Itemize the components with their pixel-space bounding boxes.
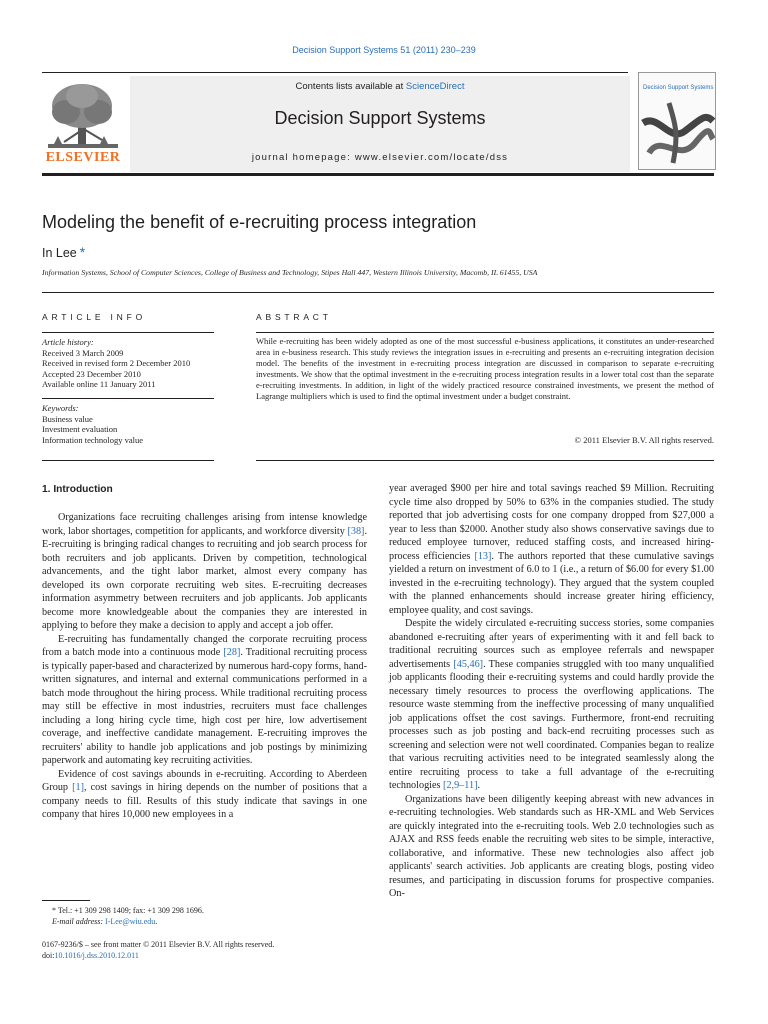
author-line [42,244,85,260]
body-paragraph: Organizations have been diligently keeping abreast with new advances in e-recruiting technologies. Web standards such as HR-XML and Web Services are quickly integrated into the e-recruiting tools. Web 2.0 technologies such as AJAX and RSS feeds enable the recruiting web sites to be simple, interactive, collaborative, and informative. These new technologies also affect job applicants' search activities. Job applicants are creating blogs, posting video resumes, and participating in discussion forums for prospective companies. On- [389,793,714,899]
cover-title: Decision Support Systems [643,85,714,91]
affiliation-rule [42,292,714,293]
left-body-column [42,511,367,822]
keywords-label: Keywords: [42,403,79,413]
abstract-top-rule [256,332,714,333]
cover-rope-art-icon [639,73,715,169]
paragraph-text: . Traditional recruiting process is typically paper-based and characterized by numerous hard-copy forms, hand-written signatures, and internal and external communications performed in a batch mode throughout the hiring process. While traditional recruiting process may still be effective in most industries, recruiters must face challenges including a long hiring cycle time, high cost per hire, low advertisement coverage, and ineffective candidate management. E-recruiting improves the recruiters' ability to handle job applications and job postings by minimizing paperwork and automating key recruiting activities. [42,647,367,766]
article-info-rule [42,332,214,333]
article-info-heading: ARTICLE INFO [42,312,147,322]
email-suffix: . [155,917,158,926]
contact-numbers: Tel.: +1 309 298 1409; fax: +1 309 298 1696. [57,906,204,915]
history-online: Available online 11 January 2011 [42,379,156,389]
paragraph-text: Despite the widely circulated e-recruiting success stories, some companies abandoned e-recruiting after years of experimenting with it and fell back to traditional recruiting sources such as employee referrals and newspaper advertisements [389,618,714,670]
homepage-link[interactable]: www.elsevier.com/locate/dss [354,152,509,163]
footnote-mark: * [52,906,56,915]
body-paragraph [42,633,367,768]
doi-prefix: doi: [42,951,55,960]
right-body-column [389,482,714,901]
body-paragraph [389,482,714,617]
keywords [42,403,214,445]
citation-link[interactable]: [2,9–11] [443,780,478,791]
citation-link[interactable]: [13] [474,550,492,562]
history-received: Received 3 March 2009 [42,347,124,358]
paragraph-text: Evidence of cost savings abounds in e-recruiting. According to Aberdeen Group [42,768,367,793]
homepage-prefix: journal homepage: [251,152,355,163]
paragraph-text: , cost savings in hiring depends on the number of positions that a company needs to fill. Results of this study indicate that savings in one company that hires 10,000 new employees in a [42,782,368,820]
article-history [42,337,214,390]
sciencedirect-link[interactable]: ScienceDirect [405,81,465,92]
header-bottom-rule [42,173,714,176]
paragraph-text: Organizations face recruiting challenges arising from intense knowledge work, labor shortages, competition for applicants, and workforce diversity [42,512,367,537]
footnote-contact [42,905,367,916]
abstract-heading: ABSTRACT [256,312,332,322]
front-matter [42,939,367,961]
article-title: Modeling the benefit of e-recruiting process integration [42,212,477,232]
keywords-rule [42,398,214,399]
journal-title: Decision Support Systems [274,108,486,128]
contents-prefix: Contents lists available at [295,81,406,92]
citation-link[interactable]: [28] [223,647,241,658]
history-revised: Received in revised form 2 December 2010 [42,358,191,368]
author-footnote [42,905,367,927]
keyword-item: Investment evaluation [42,424,118,434]
paragraph-text: . These companies struggled with too many unqualified job applicants flooding their e-recruiting systems and could hardly provide the necessary timely resources to process the overflowing applications. The resource waste stemming from the ineffective processing of many unqualified job applications offset the cost savings. Furthermore, front-end recruiting processes such as job posting and back-end recruiting processes such as screening and selection were not well coordinated. Companies began to realize that various recruiting activities need to be integrated seamlessly along the entire recruiting process to take a full advantage of the e-recruiting technologies [389,658,715,791]
contents-available-line [130,81,630,92]
body-paragraph [42,511,367,633]
citation-link[interactable]: [38] [347,525,365,537]
doi-line [42,950,367,961]
paragraph-text: . E-recruiting is bringing radical changes to recruiting and job search process for both recruiters and job applicants. Driven by competition, technological advancements, and the tight labor market, almost every company has developed its own corporate recruiting web sites. E-recruiting decreases information asymmetry between recruiters and job applicants. Job applicants become more knowledgeable about the companies they are interested in applying to before they make a decision to apply and accept a job offer. [42,525,367,631]
body-paragraph [42,768,367,822]
email-link[interactable]: I-Lee@wiu.edu [105,917,156,926]
author-affiliation: Information Systems, School of Computer Sciences, College of Business and Technology, Stipes Hall 447, Western Illinois University, Macomb, IL 61455, USA [42,268,538,277]
author-name: In Lee [42,246,77,260]
abstract-copyright: © 2011 Elsevier B.V. All rights reserved. [574,435,714,445]
paragraph-text: . The authors reported that these cumulative savings yielded a return on investment of 6.0 to 1 (i.e., a return of $6.00 for every $1.00 invested in the e-recruiting technology). They argued that the system coupled with the planned enhancements should increase greater hiring efficiency, employee quality, and cost savings. [389,550,714,616]
keyword-item: Information technology value [42,434,144,445]
keyword-item: Business value [42,413,93,424]
paragraph-text: year averaged $900 per hire and total savings reached $9 Million. Recruiting cycle time also dropped by 50% to 63% in the companies studied. The study reported that job advertising costs for one company dropped from $27,000 a year to less than $2000. Another study also shows conservative savings due to reduced employee turnover, reduced staffing costs, and increased hiring-process efficiencies [389,483,714,562]
journal-homepage [130,152,630,163]
abstract-text: While e-recruiting has been widely adopted as one of the most successful e-business applications, it constitutes an under-researched area in e-business research. This study reviews the integration issues in e-recruiting and presents an e-recruiting integration decision model. The benefits of the investment in e-recruiting process integration are discussed in comparison to separate e-recruiting investments. We show that the optimal investment in the e-recruiting process integration results in a lower total cost than the separate e-recruiting investments. In addition, in light of the widely practiced resource constrained investments, we present the method of Lagrange multipliers which is used to find the optimal investment under a budget constraint. [256,336,714,401]
email-label: E-mail address: [52,917,104,926]
elsevier-wordmark: ELSEVIER [45,150,121,165]
footnote-email-row [42,916,367,927]
section-heading-introduction: 1. Introduction [42,484,113,495]
article-info-bottom-rule [42,460,214,461]
header-top-rule [42,72,628,73]
issn-line: 0167-9236/$ – see front matter © 2011 Elsevier B.V. All rights reserved. [42,940,275,949]
abstract-bottom-rule [256,460,714,461]
footnote-rule [42,900,90,901]
citation-link[interactable]: [1] [72,782,85,793]
paragraph-text: E-recruiting has fundamentally changed the corporate recruiting process from a batch mode into a continuous mode [42,633,367,658]
journal-citation[interactable]: Decision Support Systems 51 (2011) 230–239 [292,45,476,55]
body-paragraph [389,617,714,793]
citation-link[interactable]: [45,46] [453,658,484,670]
paragraph-text: . [477,780,481,791]
journal-cover-thumbnail [638,72,716,170]
corresponding-author-mark[interactable]: * [79,244,86,260]
history-label: Article history: [42,337,94,347]
doi-link[interactable]: 10.1016/j.dss.2010.12.011 [54,951,139,960]
history-accepted: Accepted 23 December 2010 [42,368,141,379]
